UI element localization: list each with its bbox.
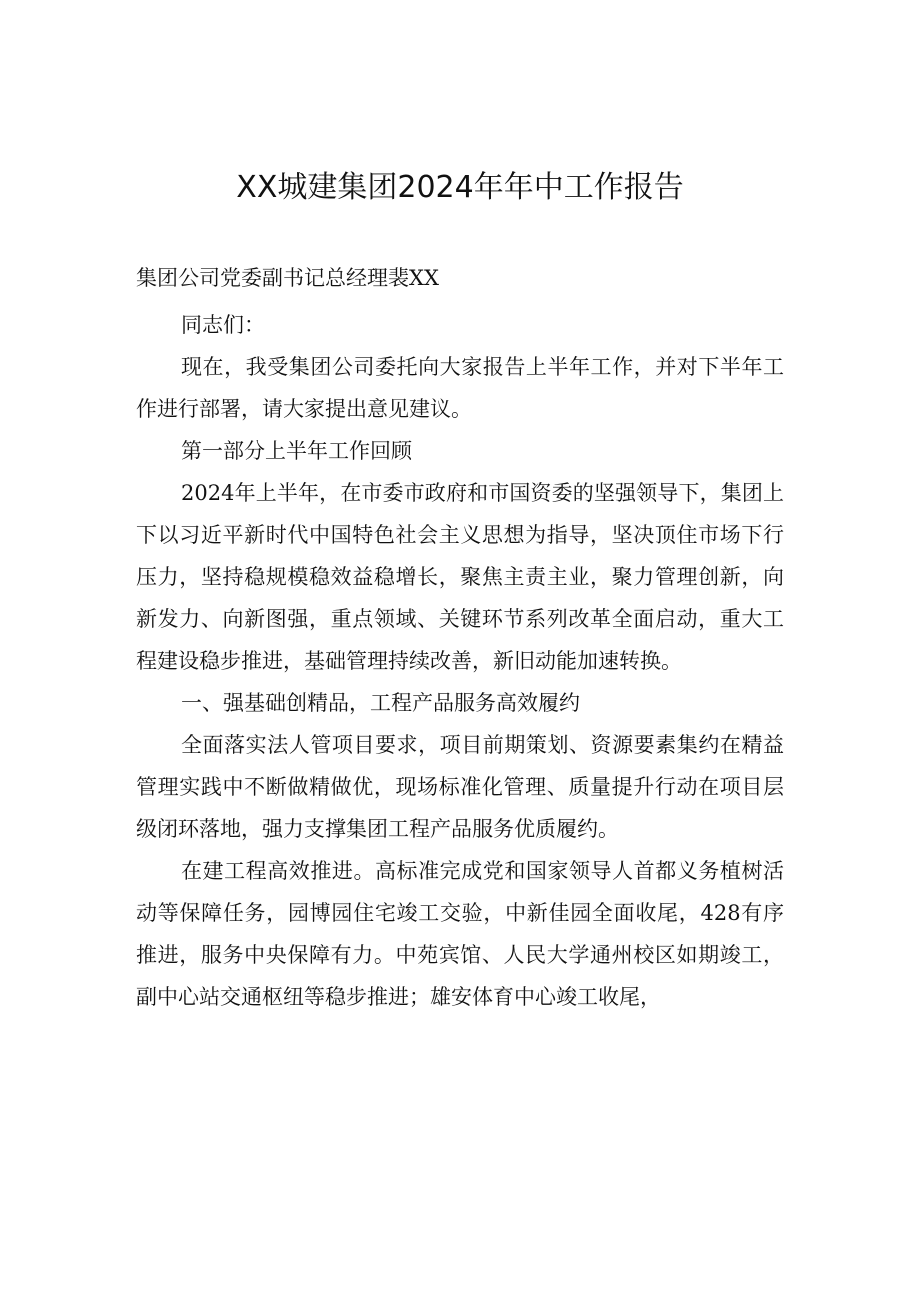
paragraph-review: 2024年上半年，在市委市政府和市国资委的坚强领导下，集团上下以习近平新时代中国特色社会主义思想为指导，坚决顶住市场下行压力，坚持稳规模稳效益稳增长，聚焦主责主业，聚力管理创新，向新发力、向新图强，重点领域、关键环节系列改革全面启动，重大工程建设稳步推进，基础管理持续改善，新旧动能加速转换。: [136, 481, 784, 673]
document-body: [136, 304, 784, 1018]
paragraph-project-management: 全面落实法人管项目要求，项目前期策划、资源要素集约在精益管理实践中不断做精做优，现场标准化管理、质量提升行动在项目层级闭环落地，强力支撑集团工程产品服务优质履约。: [136, 733, 784, 841]
paragraph-intro: 现在，我受集团公司委托向大家报告上半年工作，并对下半年工作进行部署，请大家提出意见建议。: [136, 355, 784, 421]
paragraph-projects-in-progress: 在建工程高效推进。高标准完成党和国家领导人首都义务植树活动等保障任务，园博园住宅竣工交验，中新佳园全面收尾，428有序推进，服务中央保障有力。中苑宾馆、人民大学通州校区如期竣工，副中心站交通枢纽等稳步推进；雄安体育中心竣工收尾，: [136, 859, 784, 1009]
subheading-one: 一、强基础创精品，工程产品服务高效履约: [181, 691, 580, 715]
author-line: 集团公司党委副书记总经理裴XX: [136, 266, 439, 290]
document-title: XX城建集团2024年年中工作报告: [236, 170, 684, 205]
section-heading-part-one: 第一部分上半年工作回顾: [181, 439, 412, 463]
salutation: 同志们：: [181, 313, 265, 337]
